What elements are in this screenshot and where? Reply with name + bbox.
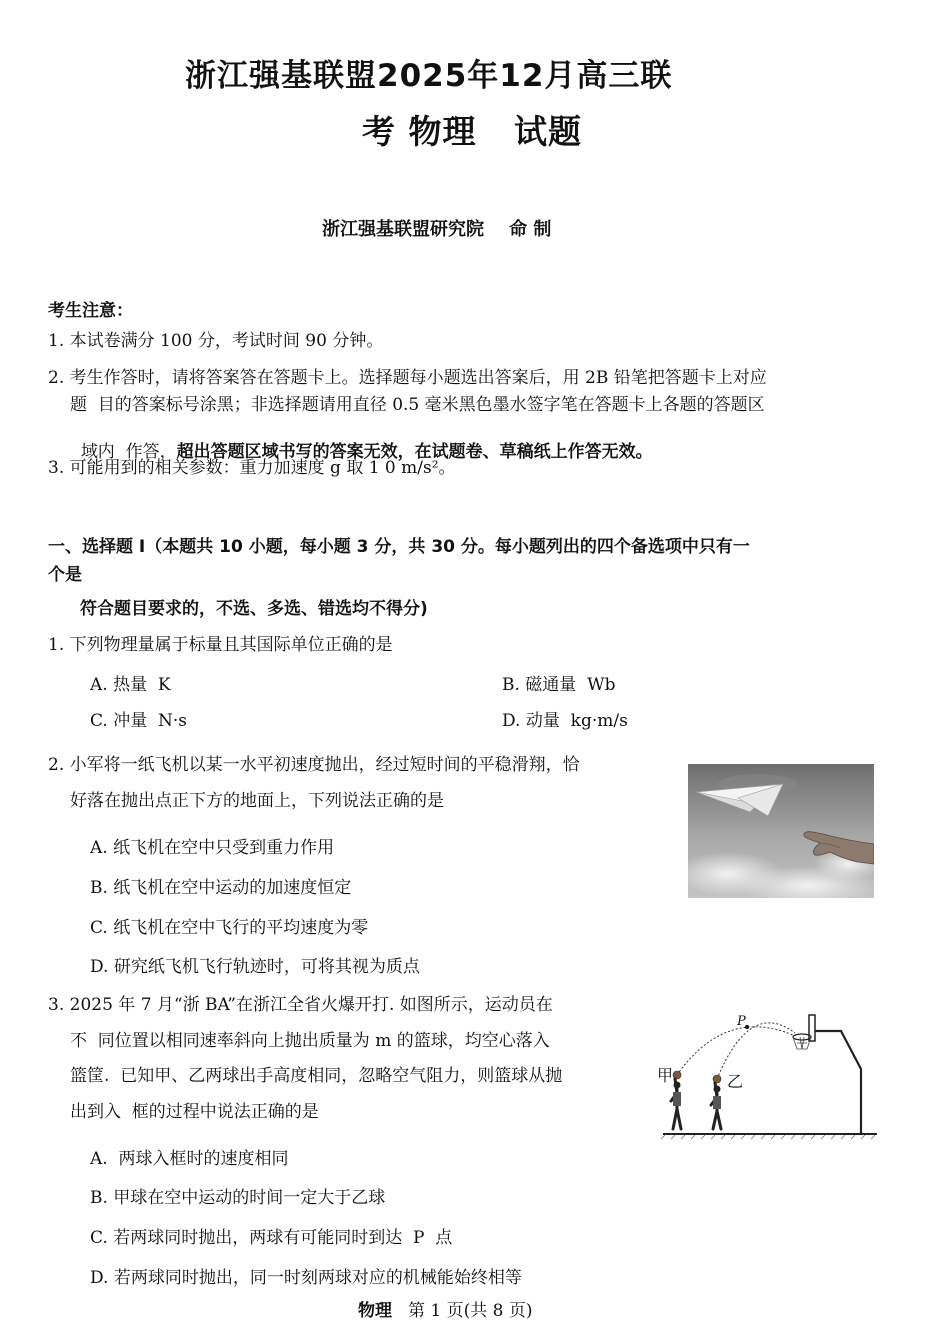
section1-heading-part1: 一、选择题 I（本题共 10 小题，每小题 3 分，共 30 — [48, 537, 461, 557]
q1-stem: 1. 下列物理量属于标量且其国际单位正确的是 — [48, 635, 393, 655]
player-yi-icon — [711, 1075, 721, 1129]
paper-plane-photo — [688, 764, 874, 898]
q2-stem-line1: 2. 小军将一纸飞机以某一水平初速度抛出，经过短时间的平稳滑翔，恰 — [48, 755, 580, 775]
footer-subject: 物理 — [358, 1301, 392, 1321]
q2-stem-line2: 好落在抛出点正下方的地面上，下列说法正确的是 — [70, 791, 444, 811]
hoop-stand — [815, 1031, 861, 1134]
footer-page-number: 第 1 页(共 8 页) — [408, 1301, 533, 1321]
q3-option-c: C. 若两球同时抛出，两球有可能同时到达 P 点 — [90, 1228, 453, 1248]
q3-option-d: D. 若两球同时抛出，同一时刻两球对应的机械能始终相等 — [90, 1268, 522, 1288]
player-jia-label: 甲 — [657, 1066, 674, 1085]
q1-option-a: A. 热量 K — [90, 675, 171, 695]
q2-option-d: D. 研究纸飞机飞行轨迹时，可将其视为质点 — [90, 957, 420, 977]
notice-heading: 考生注意： — [48, 301, 133, 321]
section1-heading — [48, 537, 750, 557]
section1-heading-part2: 分。每小题列出的四个备选项中只有一 — [460, 537, 750, 557]
q2-option-c: C. 纸飞机在空中飞行的平均速度为零 — [90, 918, 369, 938]
notice-item-2-line1: 2. 考生作答时，请将答案答在答题卡上。选择题每小题选出答案后，用 2B 铅笔把答题卡上对应 — [48, 368, 767, 388]
q3-stem-line2: 不 同位置以相同速率斜向上抛出质量为 m 的篮球，均空心落入 — [70, 1031, 550, 1051]
q2-option-b: B. 纸飞机在空中运动的加速度恒定 — [90, 878, 352, 898]
point-p-label: P — [737, 1014, 746, 1029]
exam-title-line1: 浙江强基联盟2025年12月高三联 — [185, 58, 673, 94]
q2-option-a: A. 纸飞机在空中只受到重力作用 — [90, 838, 335, 858]
page-footer — [358, 1296, 533, 1321]
q3-option-b: B. 甲球在空中运动的时间一定大于乙球 — [90, 1188, 386, 1208]
q1-option-c: C. 冲量 N·s — [90, 711, 188, 731]
backboard — [809, 1015, 815, 1041]
notice-item-2-line3-normal: 域内 作答， — [80, 442, 177, 463]
notice-item-3: 3. 可能用到的相关参数：重力加速度 g 取 1 0 m/s²。 — [48, 458, 456, 478]
basketball-diagram — [655, 1005, 877, 1141]
exam-author: 浙江强基联盟研究院 命 制 — [322, 219, 552, 240]
notice-item-2-line2: 题 目的答案标号涂黑；非选择题请用直径 0.5 毫米黑色墨水签字笔在答题卡上各题的答题区 — [70, 395, 765, 415]
trajectory-jia — [677, 1027, 793, 1075]
q3-option-a: A. 两球入框时的速度相同 — [90, 1149, 289, 1169]
q3-stem-line1: 3. 2025 年 7 月“浙 BA”在浙江全省火爆开打. 如图所示，运动员在 — [48, 995, 553, 1015]
q1-option-b: B. 磁通量 Wb — [502, 675, 616, 695]
paper-plane-illustration — [688, 764, 874, 898]
basketball-figure — [655, 1005, 877, 1141]
q3-stem-line4: 出到入 框的过程中说法正确的是 — [70, 1102, 319, 1122]
notice-item-2-line3-bold: 超出答题区域书写的答案无效，在试题卷、草稿纸上作答无效。 — [176, 442, 653, 463]
exam-title-line2: 考 物理 试题 — [362, 112, 582, 151]
notice-item-2-line3 — [70, 422, 653, 463]
q3-stem-line3: 篮筐. 已知甲、乙两球出手高度相同，忽略空气阻力，则篮球从抛 — [70, 1066, 563, 1086]
q1-option-d: D. 动量 kg·m/s — [502, 711, 628, 731]
notice-item-1: 1. 本试卷满分 100 分，考试时间 90 分钟。 — [48, 331, 384, 351]
section1-heading-line3: 符合题目要求的，不选、多选、错选均不得分) — [80, 599, 428, 619]
player-yi-label: 乙 — [727, 1072, 744, 1091]
section1-heading-line2: 个是 — [48, 565, 82, 585]
ground-hatch — [661, 1135, 875, 1139]
